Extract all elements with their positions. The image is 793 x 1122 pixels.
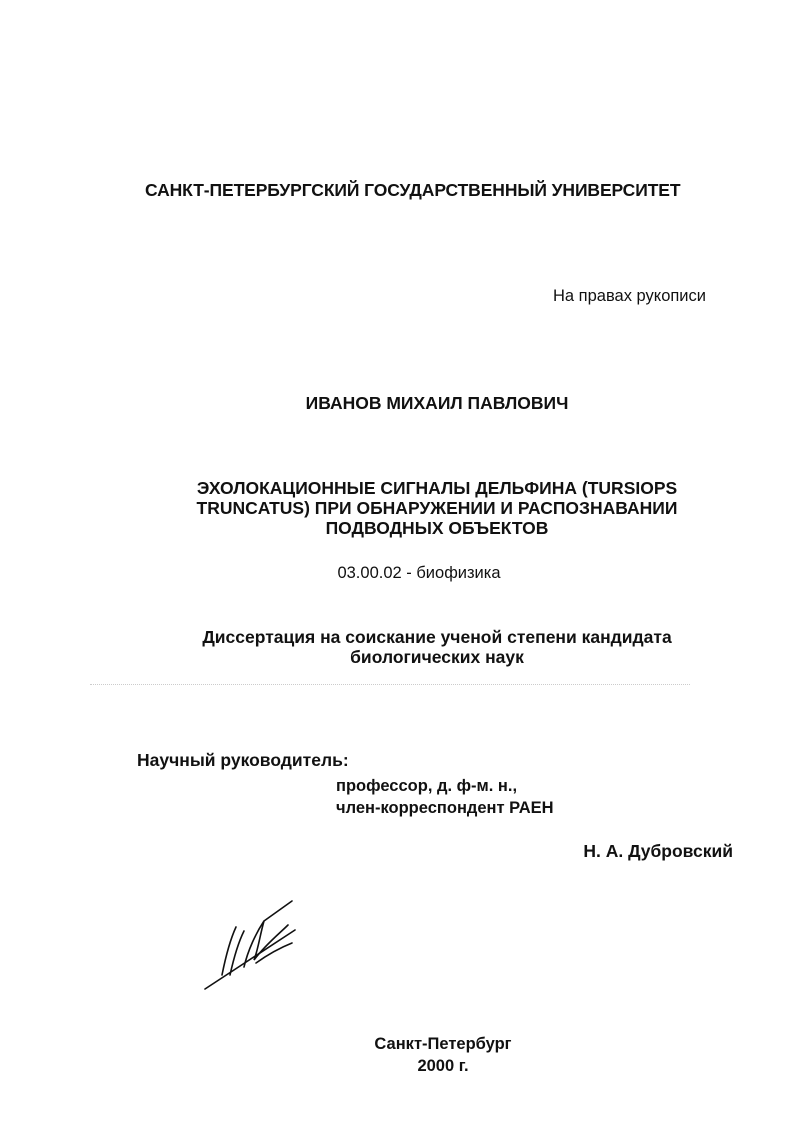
year: 2000 г. bbox=[417, 1057, 469, 1075]
manuscript-rights-note: На правах рукописи bbox=[553, 287, 706, 305]
dissertation-title-line: ЭХОЛОКАЦИОННЫЕ СИГНАЛЫ ДЕЛЬФИНА (TURSIOPS bbox=[196, 478, 678, 498]
dissertation-title-line: TRUNCATUS) ПРИ ОБНАРУЖЕНИИ И РАСПОЗНАВАНИИ bbox=[196, 498, 678, 518]
supervisor-position: профессор, д. ф-м. н., bbox=[336, 777, 518, 795]
supervisor-label: Научный руководитель: bbox=[137, 750, 349, 770]
degree-line: Диссертация на соискание ученой степени кандидата bbox=[202, 627, 672, 647]
city: Санкт-Петербург bbox=[374, 1035, 512, 1053]
author-name: ИВАНОВ МИХАИЛ ПАВЛОВИЧ bbox=[305, 393, 569, 413]
university-name: САНКТ-ПЕТЕРБУРГСКИЙ ГОСУДАРСТВЕННЫЙ УНИВЕРСИТЕТ bbox=[145, 180, 681, 200]
scan-noise-divider bbox=[90, 684, 690, 686]
handwritten-signature bbox=[200, 895, 310, 995]
dissertation-title-line: ПОДВОДНЫХ ОБЪЕКТОВ bbox=[325, 518, 549, 538]
supervisor-membership: член-корреспондент РАЕН bbox=[336, 799, 554, 817]
degree-line: биологических наук bbox=[350, 647, 524, 667]
specialty-code: 03.00.02 - биофизика bbox=[337, 564, 501, 582]
supervisor-name: Н. А. Дубровский bbox=[583, 841, 733, 861]
